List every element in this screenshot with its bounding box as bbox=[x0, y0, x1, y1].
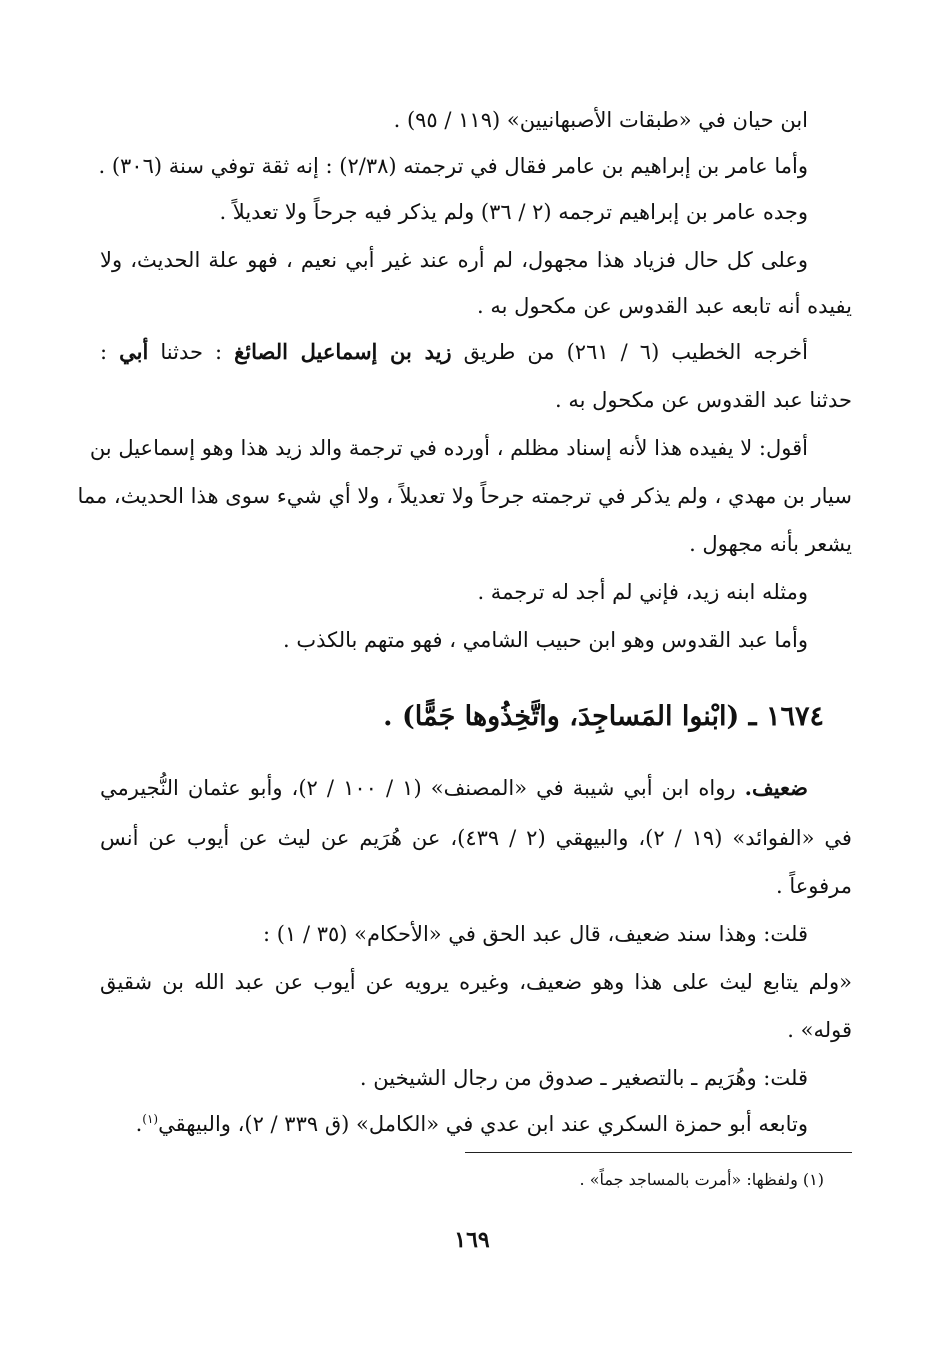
entry-line: قلت: وهُرَيم ـ بالتصغير ـ صدوق من رجال الشيخين . bbox=[359, 1066, 808, 1090]
khatib-bold-end: أبي bbox=[119, 339, 149, 364]
page-number: ١٦٩ bbox=[454, 1227, 490, 1253]
body-line: وأما عبد القدوس وهو ابن حبيب الشامي ، فهو متهم بالكذب . bbox=[282, 628, 808, 652]
body-line: حدثنا عبد القدوس عن مكحول به . bbox=[555, 388, 852, 412]
khatib-middle: : حدثنا bbox=[160, 340, 223, 364]
body-line: ابن حيان في «طبقات الأصبهانيين» (١١٩ / ٩٥) . bbox=[393, 108, 808, 132]
body-line: وعلى كل حال فزياد هذا مجهول، لم أره عند غير أبي نعيم ، فهو علة الحديث، ولا bbox=[100, 248, 808, 272]
khatib-line bbox=[100, 332, 808, 372]
khatib-suffix: : bbox=[100, 340, 108, 364]
entry-line: قلت: وهذا سند ضعيف، قال عبد الحق في «الأحكام» (٣٥ / ١) : bbox=[263, 922, 808, 946]
footnote-ref: (١) bbox=[142, 1112, 159, 1126]
entry-line bbox=[100, 768, 808, 808]
heading-dash: ـ bbox=[748, 701, 757, 732]
body-line: وأما عامر بن إبراهيم بن عامر فقال في ترجمته (٢/٣٨) : إنه ثقة توفي سنة (٣٠٦) . bbox=[98, 154, 808, 178]
entry-line: مرفوعاً . bbox=[775, 874, 852, 898]
body-line: سيار بن مهدي ، ولم يذكر في ترجمته جرحاً ولا تعديلاً ، ولا أي شيء سوى هذا الحديث، مما bbox=[77, 484, 852, 508]
body-line: ومثله ابنه زيد، فإني لم أجد له ترجمة . bbox=[477, 580, 808, 604]
grade-label: ضعيف. bbox=[744, 775, 808, 800]
body-line: يشعر بأنه مجهول . bbox=[689, 532, 852, 556]
body-line: أقول: لا يفيده هذا لأنه إسناد مظلم ، أورده في ترجمة والد زيد هذا وهو إسماعيل بن bbox=[89, 436, 808, 460]
entry-line: قوله» . bbox=[787, 1018, 852, 1042]
body-line: وجده عامر بن إبراهيم ترجمه (٢ / ٣٦) ولم يذكر فيه جرحاً ولا تعديلاً . bbox=[219, 200, 808, 224]
entry-line-end: . bbox=[135, 1112, 143, 1136]
hadith-heading bbox=[104, 692, 824, 742]
khatib-bold-name: زيد بن إسماعيل الصائغ bbox=[234, 339, 452, 364]
entry-line-rest: رواه ابن أبي شيبة في «المصنف» (١ / ١٠٠ / ٢)، وأبو عثمان النُّجيرمي bbox=[100, 776, 736, 800]
body-line: يفيده أنه تابعه عبد القدوس عن مكحول به . bbox=[477, 294, 852, 318]
entry-line bbox=[100, 1104, 808, 1144]
footnote: (١) ولفظها: «أمرت بالمساجد جماً» . bbox=[579, 1170, 824, 1189]
footnote-divider bbox=[465, 1152, 852, 1153]
entry-line-text: وتابعه أبو حمزة السكري عند ابن عدي في «الكامل» (ق ٣٣٩ / ٢)، والبيهقي bbox=[158, 1112, 808, 1136]
khatib-prefix: أخرجه الخطيب (٦ / ٢٦١) من طريق bbox=[463, 340, 808, 364]
entry-line: في «الفوائد» (١٩ / ٢)، والبيهقي (٢ / ٤٣٩)، عن هُرَيم عن ليث عن أيوب عن أنس bbox=[100, 826, 852, 850]
entry-line: «ولم يتابع ليث على هذا وهو ضعيف، وغيره يرويه عن أيوب عن عبد الله بن شقيق bbox=[100, 970, 852, 994]
hadith-number: ١٦٧٤ bbox=[765, 701, 824, 732]
hadith-title: (ابْنوا المَساجِدَ، واتَّخِذُوها جَمًّا) . bbox=[383, 701, 740, 732]
